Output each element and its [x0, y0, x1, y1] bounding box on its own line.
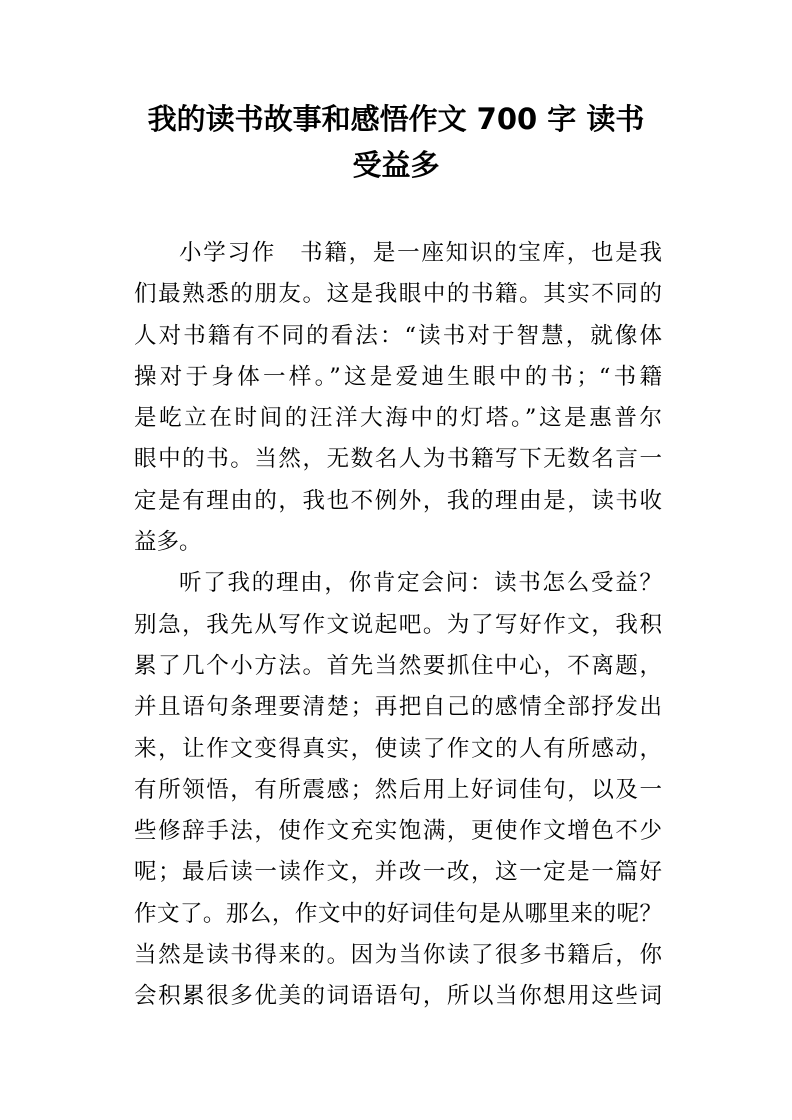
text-line: 有所领悟，有所震感；然后用上好词佳句，以及一: [134, 776, 662, 803]
text-line: 并且语句条理要清楚；再把自己的感情全部抒发出: [134, 694, 662, 721]
text-line: 眼中的书。当然，无数名人为书籍写下无数名言一: [134, 446, 662, 473]
title-line-2: 受益多: [352, 148, 440, 182]
text-line: 小学习作 书籍，是一座知识的宝库，也是我: [179, 240, 662, 266]
text-line: 人对书籍有不同的看法：“读书对于智慧，就像体: [134, 322, 662, 349]
text-line: 别急，我先从写作文说起吧。为了写好作文，我积: [134, 611, 662, 638]
text-line: 是屹立在时间的汪洋大海中的灯塔。”这是惠普尔: [134, 405, 662, 432]
paragraph-2: [134, 563, 662, 1017]
text-line: 操对于身体一样。”这是爱迪生眼中的书；“书籍: [134, 363, 662, 390]
text-line: 当然是读书得来的。因为当你读了很多书籍后，你: [134, 942, 662, 969]
text-line: 们最熟悉的朋友。这是我眼中的书籍。其实不同的: [134, 281, 662, 308]
article-body: [134, 233, 662, 1018]
title-line-1: 我的读书故事和感悟作文 700 字 读书: [147, 102, 645, 136]
document-title: [110, 96, 682, 188]
text-line: 听了我的理由，你肯定会问：读书怎么受益？: [179, 570, 662, 597]
text-line: 益多。: [134, 529, 202, 556]
text-line: 来，让作文变得真实，使读了作文的人有所感动，: [134, 735, 662, 762]
text-line: 呢；最后读一读作文，并改一改，这一定是一篇好: [134, 859, 662, 886]
paragraph-1: [134, 233, 662, 563]
text-line: 定是有理由的，我也不例外，我的理由是，读书收: [134, 487, 662, 514]
text-line: 些修辞手法，使作文充实饱满，更使作文增色不少: [134, 818, 662, 845]
text-line: 会积累很多优美的词语语句，所以当你想用这些词: [134, 983, 662, 1010]
text-line: 作文了。那么，作文中的好词佳句是从哪里来的呢？: [134, 900, 662, 927]
text-line: 累了几个小方法。首先当然要抓住中心，不离题，: [134, 652, 662, 679]
